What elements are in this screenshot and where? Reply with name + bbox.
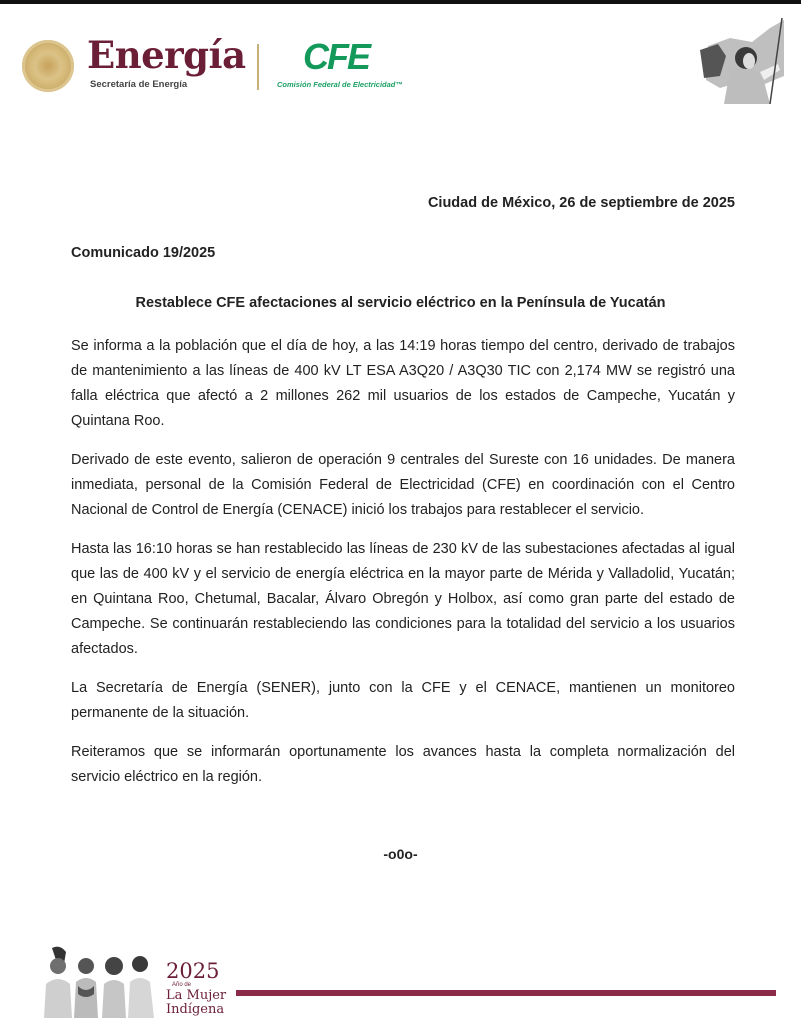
footer-bar — [236, 990, 776, 996]
year-of-indigenous-woman-logo — [166, 960, 226, 1017]
energia-logo-title: Energía — [87, 33, 246, 77]
cfe-logo-title: CFE — [303, 36, 369, 77]
top-border — [0, 0, 801, 4]
paragraph: Derivado de este evento, salieron de operación 9 centrales del Sureste con 16 unidades. De manera inmediata, personal de la Comisión Federal de Electricidad (CFE) en coordinación con el Centro Nacional de Control de Energía (CENACE) inició los trabajos para restablecer el servicio. — [71, 452, 735, 518]
indigena-text: Indígena — [166, 1002, 225, 1017]
paragraph: La Secretaría de Energía (SENER), junto con la CFE y el CENACE, mantienen un monitoreo permanente de la situación. — [71, 680, 735, 721]
year-text: 2025 — [166, 959, 220, 983]
headline: Restablece CFE afectaciones al servicio eléctrico en la Península de Yucatán — [135, 295, 666, 311]
energia-logo-subtitle: Secretaría de Energía — [90, 79, 188, 90]
comunicado-number: Comunicado 19/2025 — [71, 245, 216, 261]
heroine-with-flag-illustration-icon — [700, 16, 786, 106]
paragraph: Hasta las 16:10 horas se han restablecido las líneas de 230 kV de las subestaciones afectadas al igual que las de 400 kV y el servicio de energía eléctrica en la mayor parte de Mérida y Valladolid, Yucatán; en Quintana Roo, Chetumal, Bacalar, Álvaro Obregón y Holbox, así como gran parte del estado de Campeche. Se continuarán restableciendo las condiciones para la totalidad del servicio a los usuarios afectados. — [71, 541, 735, 657]
la-mujer-text: La Mujer — [166, 988, 227, 1003]
mexico-coat-of-arms-seal-icon — [22, 40, 74, 92]
anio-de-text: Año de — [172, 982, 192, 988]
paragraph: Se informa a la población que el día de hoy, a las 14:19 horas tiempo del centro, derivado de trabajos de mantenimiento a las líneas de 400 kV LT ESA A3Q20 / A3Q30 TIC con 2,174 MW se registró una falla eléctrica que afectó a 2 millones 262 mil usuarios de los estados de Campeche, Yucatán y Quintana Roo. — [71, 338, 735, 429]
closing-mark: -o0o- — [383, 846, 418, 862]
seal-eagle-emblem — [34, 52, 62, 80]
indigenous-women-illustration-icon — [38, 944, 162, 1018]
logo-divider — [257, 44, 259, 90]
paragraph: Reiteramos que se informarán oportunamente los avances hasta la completa normalización del servicio eléctrico en la región. — [71, 744, 735, 785]
document-body — [71, 334, 735, 804]
date-line: Ciudad de México, 26 de septiembre de 2025 — [427, 195, 735, 211]
cfe-logo-subtitle: Comisión Federal de Electricidad™ — [277, 80, 403, 89]
